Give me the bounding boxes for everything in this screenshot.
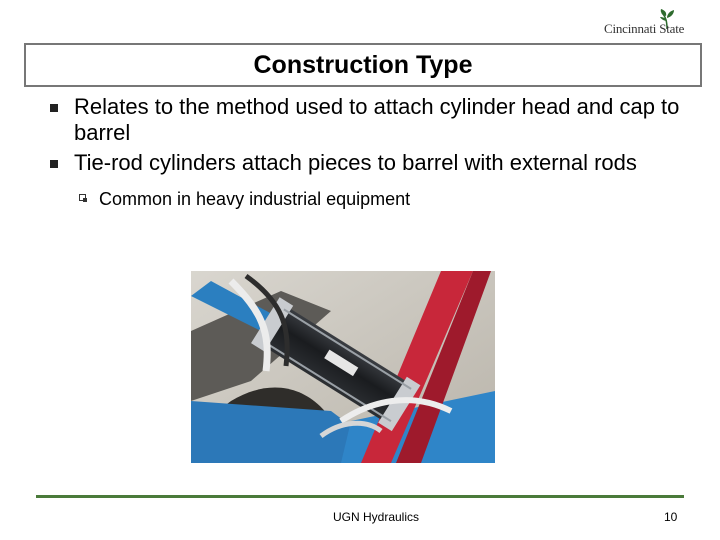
square-bullet-icon [50, 160, 58, 168]
bullet-text: Tie-rod cylinders attach pieces to barrel with external rods [74, 150, 637, 175]
sub-bullet-item [40, 188, 680, 210]
hollow-square-bullet-icon [79, 194, 86, 201]
bullet-item [40, 150, 680, 176]
bullet-item [40, 94, 680, 146]
footer-divider [36, 495, 684, 498]
page-number: 10 [664, 510, 678, 524]
cincinnati-state-logo [604, 8, 690, 42]
bullet-text: Relates to the method used to attach cylinder head and cap to barrel [74, 94, 680, 145]
title-box [24, 43, 702, 87]
footer-label: UGN Hydraulics [333, 510, 420, 524]
square-bullet-icon [50, 104, 58, 112]
tie-rod-cylinder-photo [191, 271, 495, 463]
sub-bullet-text: Common in heavy industrial equipment [99, 189, 411, 209]
bullet-list [40, 94, 680, 210]
slide-title: Construction Type [253, 50, 473, 79]
logo-text: Cincinnati State [604, 21, 685, 36]
